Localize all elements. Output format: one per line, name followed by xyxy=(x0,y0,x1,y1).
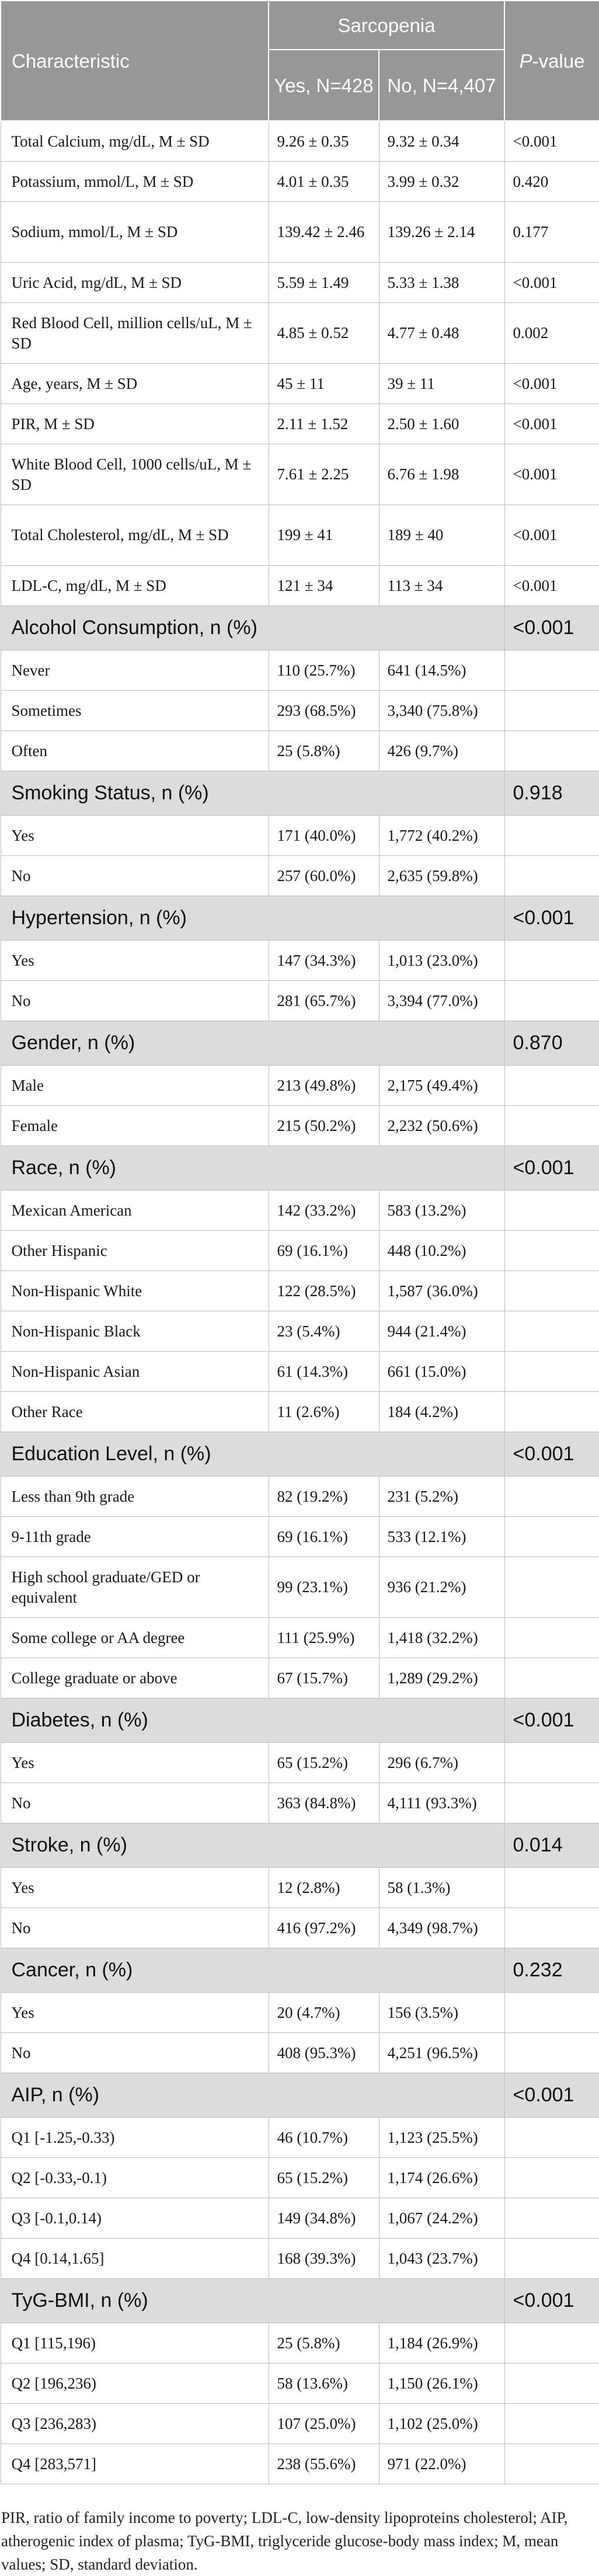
table-row xyxy=(1,1557,599,1618)
cell-yes: 171 (40.0%) xyxy=(269,816,379,856)
cell-p-value xyxy=(504,2404,599,2444)
row-label: Male xyxy=(1,1066,269,1106)
cell-p-value xyxy=(504,1743,599,1783)
table-body xyxy=(1,121,599,2484)
cell-no: 4,349 (98.7%) xyxy=(379,1908,504,1948)
cell-p-value xyxy=(504,1106,599,1146)
table-row xyxy=(1,2404,599,2444)
row-label: Non-Hispanic Black xyxy=(1,1311,269,1352)
table-row xyxy=(1,1271,599,1311)
cell-no: 9.32 ± 0.34 xyxy=(379,121,504,162)
cell-yes: 122 (28.5%) xyxy=(269,1271,379,1311)
row-label: Yes xyxy=(1,1868,269,1908)
table-row xyxy=(1,981,599,1021)
table-header xyxy=(1,1,599,121)
row-label: Non-Hispanic Asian xyxy=(1,1352,269,1392)
cell-no: 39 ± 11 xyxy=(379,364,504,404)
section-p-value: <0.001 xyxy=(504,2279,599,2323)
cell-no: 6.76 ± 1.98 xyxy=(379,444,504,505)
section-p-value: <0.001 xyxy=(504,606,599,650)
section-label: Education Level, n (%) xyxy=(1,1432,504,1477)
cell-yes: 213 (49.8%) xyxy=(269,1066,379,1106)
cell-p-value xyxy=(504,1271,599,1311)
row-label: Q4 [283,571] xyxy=(1,2444,269,2484)
section-label: Cancer, n (%) xyxy=(1,1948,504,1993)
section-label: TyG-BMI, n (%) xyxy=(1,2279,504,2323)
row-label: Sodium, mmol/L, M ± SD xyxy=(1,202,269,263)
cell-p-value xyxy=(504,1908,599,1948)
cell-p-value xyxy=(504,1557,599,1618)
cell-yes: 45 ± 11 xyxy=(269,364,379,404)
cell-no: 113 ± 34 xyxy=(379,566,504,606)
cell-yes: 12 (2.8%) xyxy=(269,1868,379,1908)
cell-yes: 11 (2.6%) xyxy=(269,1392,379,1432)
row-label: Female xyxy=(1,1106,269,1146)
table-row xyxy=(1,1311,599,1352)
cell-no: 1,174 (26.6%) xyxy=(379,2158,504,2198)
cell-yes: 168 (39.3%) xyxy=(269,2239,379,2279)
cell-yes: 107 (25.0%) xyxy=(269,2404,379,2444)
cell-yes: 2.11 ± 1.52 xyxy=(269,404,379,444)
cell-p-value xyxy=(504,691,599,731)
cell-no: 1,289 (29.2%) xyxy=(379,1658,504,1698)
cell-no: 2.50 ± 1.60 xyxy=(379,404,504,444)
row-label: Less than 9th grade xyxy=(1,1477,269,1517)
cell-yes: 147 (34.3%) xyxy=(269,941,379,981)
cell-p-value: <0.001 xyxy=(504,121,599,162)
table-row xyxy=(1,2158,599,2198)
cell-no: 971 (22.0%) xyxy=(379,2444,504,2484)
cell-p-value xyxy=(504,2323,599,2363)
section-label: Alcohol Consumption, n (%) xyxy=(1,606,504,650)
row-label: Often xyxy=(1,731,269,771)
cell-yes: 5.59 ± 1.49 xyxy=(269,263,379,303)
table-footnote: PIR, ratio of family income to poverty; LDL-C, low-density lipoproteins cholesterol; AIP, atherogenic index of plasma; TyG-BMI, triglyceride glucose-body mass index; M, mean values; SD, standard deviation. xyxy=(1,2509,568,2573)
cell-no: 58 (1.3%) xyxy=(379,1868,504,1908)
cell-yes: 23 (5.4%) xyxy=(269,1311,379,1352)
row-label: Non-Hispanic White xyxy=(1,1271,269,1311)
row-label: Red Blood Cell, million cells/uL, M ± SD xyxy=(1,303,269,364)
row-label: Some college or AA degree xyxy=(1,1618,269,1658)
section-p-value: 0.870 xyxy=(504,1021,599,1066)
cell-no: 2,175 (49.4%) xyxy=(379,1066,504,1106)
cell-no: 1,123 (25.5%) xyxy=(379,2118,504,2158)
section-label: Hypertension, n (%) xyxy=(1,896,504,941)
cell-p-value xyxy=(504,731,599,771)
cell-no: 936 (21.2%) xyxy=(379,1557,504,1618)
cell-yes: 46 (10.7%) xyxy=(269,2118,379,2158)
table-row xyxy=(1,1743,599,1783)
table-row xyxy=(1,1477,599,1517)
cell-p-value xyxy=(504,1392,599,1432)
section-label: Stroke, n (%) xyxy=(1,1823,504,1868)
cell-p-value xyxy=(504,2444,599,2484)
cell-p-value: <0.001 xyxy=(504,444,599,505)
table-row xyxy=(1,566,599,606)
section-header-row xyxy=(1,896,599,941)
cell-no: 189 ± 40 xyxy=(379,505,504,566)
table-row xyxy=(1,1618,599,1658)
table-row xyxy=(1,2239,599,2279)
cell-yes: 121 ± 34 xyxy=(269,566,379,606)
row-label: Other Race xyxy=(1,1392,269,1432)
cell-yes: 4.01 ± 0.35 xyxy=(269,162,379,202)
cell-no: 5.33 ± 1.38 xyxy=(379,263,504,303)
cell-p-value xyxy=(504,1658,599,1698)
cell-p-value xyxy=(504,856,599,896)
cell-yes: 281 (65.7%) xyxy=(269,981,379,1021)
table-row xyxy=(1,2198,599,2239)
cell-no: 1,150 (26.1%) xyxy=(379,2363,504,2404)
row-label: Never xyxy=(1,650,269,691)
cell-yes: 238 (55.6%) xyxy=(269,2444,379,2484)
cell-p-value xyxy=(504,1783,599,1823)
row-label: Q3 [-0.1,0.14) xyxy=(1,2198,269,2239)
section-header-row xyxy=(1,606,599,650)
table-row xyxy=(1,1783,599,1823)
cell-no: 1,418 (32.2%) xyxy=(379,1618,504,1658)
table-row xyxy=(1,404,599,444)
section-p-value: <0.001 xyxy=(504,1698,599,1743)
row-label: Uric Acid, mg/dL, M ± SD xyxy=(1,263,269,303)
table-row xyxy=(1,202,599,263)
cell-yes: 416 (97.2%) xyxy=(269,1908,379,1948)
section-label: Diabetes, n (%) xyxy=(1,1698,504,1743)
row-label: Q2 [-0.33,-0.1) xyxy=(1,2158,269,2198)
cell-yes: 4.85 ± 0.52 xyxy=(269,303,379,364)
cell-yes: 110 (25.7%) xyxy=(269,650,379,691)
cell-no: 1,184 (26.9%) xyxy=(379,2323,504,2363)
cell-yes: 149 (34.8%) xyxy=(269,2198,379,2239)
cell-no: 3,394 (77.0%) xyxy=(379,981,504,1021)
section-header-row xyxy=(1,1432,599,1477)
table-row xyxy=(1,1106,599,1146)
table-row xyxy=(1,444,599,505)
cell-no: 4,111 (93.3%) xyxy=(379,1783,504,1823)
cell-no: 944 (21.4%) xyxy=(379,1311,504,1352)
cell-p-value xyxy=(504,2033,599,2073)
section-label: AIP, n (%) xyxy=(1,2073,504,2118)
cell-no: 661 (15.0%) xyxy=(379,1352,504,1392)
cell-yes: 215 (50.2%) xyxy=(269,1106,379,1146)
cell-no: 4.77 ± 0.48 xyxy=(379,303,504,364)
section-label: Smoking Status, n (%) xyxy=(1,771,504,816)
cell-yes: 9.26 ± 0.35 xyxy=(269,121,379,162)
cell-p-value: 0.420 xyxy=(504,162,599,202)
table-row xyxy=(1,303,599,364)
table-row xyxy=(1,2323,599,2363)
table-row xyxy=(1,162,599,202)
cell-yes: 25 (5.8%) xyxy=(269,731,379,771)
table-row xyxy=(1,650,599,691)
cell-yes: 111 (25.9%) xyxy=(269,1618,379,1658)
section-header-row xyxy=(1,2279,599,2323)
cell-no: 231 (5.2%) xyxy=(379,1477,504,1517)
row-label: Other Hispanic xyxy=(1,1231,269,1271)
cell-no: 1,013 (23.0%) xyxy=(379,941,504,981)
cell-p-value: <0.001 xyxy=(504,566,599,606)
cell-no: 1,067 (24.2%) xyxy=(379,2198,504,2239)
cell-p-value xyxy=(504,941,599,981)
section-p-value: 0.232 xyxy=(504,1948,599,1993)
row-label: Yes xyxy=(1,1993,269,2033)
header-p-value xyxy=(504,1,599,121)
section-p-value: 0.014 xyxy=(504,1823,599,1868)
cell-yes: 65 (15.2%) xyxy=(269,1743,379,1783)
section-p-value: <0.001 xyxy=(504,1432,599,1477)
section-header-row xyxy=(1,1146,599,1190)
row-label: PIR, M ± SD xyxy=(1,404,269,444)
section-label: Race, n (%) xyxy=(1,1146,504,1190)
section-p-value: <0.001 xyxy=(504,2073,599,2118)
cell-no: 448 (10.2%) xyxy=(379,1231,504,1271)
cell-no: 2,635 (59.8%) xyxy=(379,856,504,896)
row-label: Yes xyxy=(1,941,269,981)
cell-yes: 82 (19.2%) xyxy=(269,1477,379,1517)
row-label: No xyxy=(1,981,269,1021)
table-row xyxy=(1,691,599,731)
section-header-row xyxy=(1,1823,599,1868)
table-row xyxy=(1,121,599,162)
header-sarcopenia-group: Sarcopenia xyxy=(269,1,504,50)
cell-p-value xyxy=(504,650,599,691)
cell-yes: 67 (15.7%) xyxy=(269,1658,379,1698)
row-label: Age, years, M ± SD xyxy=(1,364,269,404)
cell-yes: 69 (16.1%) xyxy=(269,1231,379,1271)
cell-p-value xyxy=(504,1066,599,1106)
cell-yes: 99 (23.1%) xyxy=(269,1557,379,1618)
cell-p-value xyxy=(504,1477,599,1517)
table-row xyxy=(1,941,599,981)
section-header-row xyxy=(1,1948,599,1993)
table-row xyxy=(1,1352,599,1392)
cell-yes: 293 (68.5%) xyxy=(269,691,379,731)
header-p-suffix: -value xyxy=(532,50,585,72)
cell-yes: 69 (16.1%) xyxy=(269,1517,379,1557)
table-row xyxy=(1,263,599,303)
row-label: No xyxy=(1,1908,269,1948)
cell-p-value: <0.001 xyxy=(504,505,599,566)
cell-no: 3,340 (75.8%) xyxy=(379,691,504,731)
section-p-value: <0.001 xyxy=(504,896,599,941)
row-label: No xyxy=(1,856,269,896)
cell-no: 3.99 ± 0.32 xyxy=(379,162,504,202)
row-label: Sometimes xyxy=(1,691,269,731)
header-characteristic: Characteristic xyxy=(1,1,269,121)
cell-no: 533 (12.1%) xyxy=(379,1517,504,1557)
row-label: College graduate or above xyxy=(1,1658,269,1698)
cell-p-value xyxy=(504,1190,599,1231)
cell-yes: 20 (4.7%) xyxy=(269,1993,379,2033)
cell-no: 184 (4.2%) xyxy=(379,1392,504,1432)
section-header-row xyxy=(1,2073,599,2118)
section-header-row xyxy=(1,1021,599,1066)
cell-yes: 408 (95.3%) xyxy=(269,2033,379,2073)
header-no: No, N=4,407 xyxy=(379,50,504,121)
table-row xyxy=(1,1658,599,1698)
section-p-value: <0.001 xyxy=(504,1146,599,1190)
row-label: Q1 [-1.25,-0.33) xyxy=(1,2118,269,2158)
table-row xyxy=(1,1392,599,1432)
cell-yes: 61 (14.3%) xyxy=(269,1352,379,1392)
cell-yes: 257 (60.0%) xyxy=(269,856,379,896)
cell-no: 583 (13.2%) xyxy=(379,1190,504,1231)
cell-no: 426 (9.7%) xyxy=(379,731,504,771)
cell-p-value xyxy=(504,2158,599,2198)
row-label: Total Calcium, mg/dL, M ± SD xyxy=(1,121,269,162)
cell-yes: 7.61 ± 2.25 xyxy=(269,444,379,505)
cell-yes: 58 (13.6%) xyxy=(269,2363,379,2404)
row-label: Yes xyxy=(1,1743,269,1783)
cell-yes: 65 (15.2%) xyxy=(269,2158,379,2198)
cell-no: 156 (3.5%) xyxy=(379,1993,504,2033)
section-header-row xyxy=(1,1698,599,1743)
cell-no: 139.26 ± 2.14 xyxy=(379,202,504,263)
table-row xyxy=(1,1908,599,1948)
header-yes: Yes, N=428 xyxy=(269,50,379,121)
row-label: Q2 [196,236) xyxy=(1,2363,269,2404)
row-label: High school graduate/GED or equivalent xyxy=(1,1557,269,1618)
cell-p-value: 0.002 xyxy=(504,303,599,364)
cell-no: 296 (6.7%) xyxy=(379,1743,504,1783)
table-row xyxy=(1,1231,599,1271)
cell-yes: 142 (33.2%) xyxy=(269,1190,379,1231)
cell-no: 1,043 (23.7%) xyxy=(379,2239,504,2279)
cell-no: 1,102 (25.0%) xyxy=(379,2404,504,2444)
table-row xyxy=(1,2118,599,2158)
row-label: 9-11th grade xyxy=(1,1517,269,1557)
cell-p-value: <0.001 xyxy=(504,364,599,404)
row-label: Q1 [115,196) xyxy=(1,2323,269,2363)
table-row xyxy=(1,2444,599,2484)
cell-no: 1,772 (40.2%) xyxy=(379,816,504,856)
row-label: Potassium, mmol/L, M ± SD xyxy=(1,162,269,202)
header-p-letter: P xyxy=(519,50,532,72)
cell-p-value xyxy=(504,1993,599,2033)
section-header-row xyxy=(1,771,599,816)
table-row xyxy=(1,1190,599,1231)
table-row xyxy=(1,364,599,404)
cell-p-value xyxy=(504,1868,599,1908)
table-row xyxy=(1,731,599,771)
cell-no: 4,251 (96.5%) xyxy=(379,2033,504,2073)
cell-p-value: <0.001 xyxy=(504,404,599,444)
row-label: Mexican American xyxy=(1,1190,269,1231)
cell-yes: 139.42 ± 2.46 xyxy=(269,202,379,263)
table-row xyxy=(1,1868,599,1908)
row-label: Q3 [236,283) xyxy=(1,2404,269,2444)
section-p-value: 0.918 xyxy=(504,771,599,816)
cell-p-value: 0.177 xyxy=(504,202,599,263)
table-row xyxy=(1,856,599,896)
cell-yes: 25 (5.8%) xyxy=(269,2323,379,2363)
cell-yes: 199 ± 41 xyxy=(269,505,379,566)
table-row xyxy=(1,2363,599,2404)
cell-p-value xyxy=(504,1352,599,1392)
cell-no: 2,232 (50.6%) xyxy=(379,1106,504,1146)
cell-p-value xyxy=(504,2239,599,2279)
cell-p-value xyxy=(504,1618,599,1658)
row-label: White Blood Cell, 1000 cells/uL, M ± SD xyxy=(1,444,269,505)
cell-p-value xyxy=(504,2118,599,2158)
cell-p-value xyxy=(504,1311,599,1352)
table-row xyxy=(1,1066,599,1106)
cell-no: 1,587 (36.0%) xyxy=(379,1271,504,1311)
cell-yes: 363 (84.8%) xyxy=(269,1783,379,1823)
row-label: LDL-C, mg/dL, M ± SD xyxy=(1,566,269,606)
row-label: No xyxy=(1,1783,269,1823)
cell-p-value xyxy=(504,1517,599,1557)
table-row xyxy=(1,1517,599,1557)
row-label: No xyxy=(1,2033,269,2073)
row-label: Yes xyxy=(1,816,269,856)
section-label: Gender, n (%) xyxy=(1,1021,504,1066)
cell-p-value xyxy=(504,1231,599,1271)
table-row xyxy=(1,1993,599,2033)
cell-p-value xyxy=(504,2363,599,2404)
cell-p-value xyxy=(504,2198,599,2239)
table-row xyxy=(1,816,599,856)
cell-p-value xyxy=(504,816,599,856)
row-label: Q4 [0.14,1.65] xyxy=(1,2239,269,2279)
table-row xyxy=(1,505,599,566)
table-row xyxy=(1,2033,599,2073)
cell-no: 641 (14.5%) xyxy=(379,650,504,691)
cell-p-value: <0.001 xyxy=(504,263,599,303)
row-label: Total Cholesterol, mg/dL, M ± SD xyxy=(1,505,269,566)
cell-p-value xyxy=(504,981,599,1021)
